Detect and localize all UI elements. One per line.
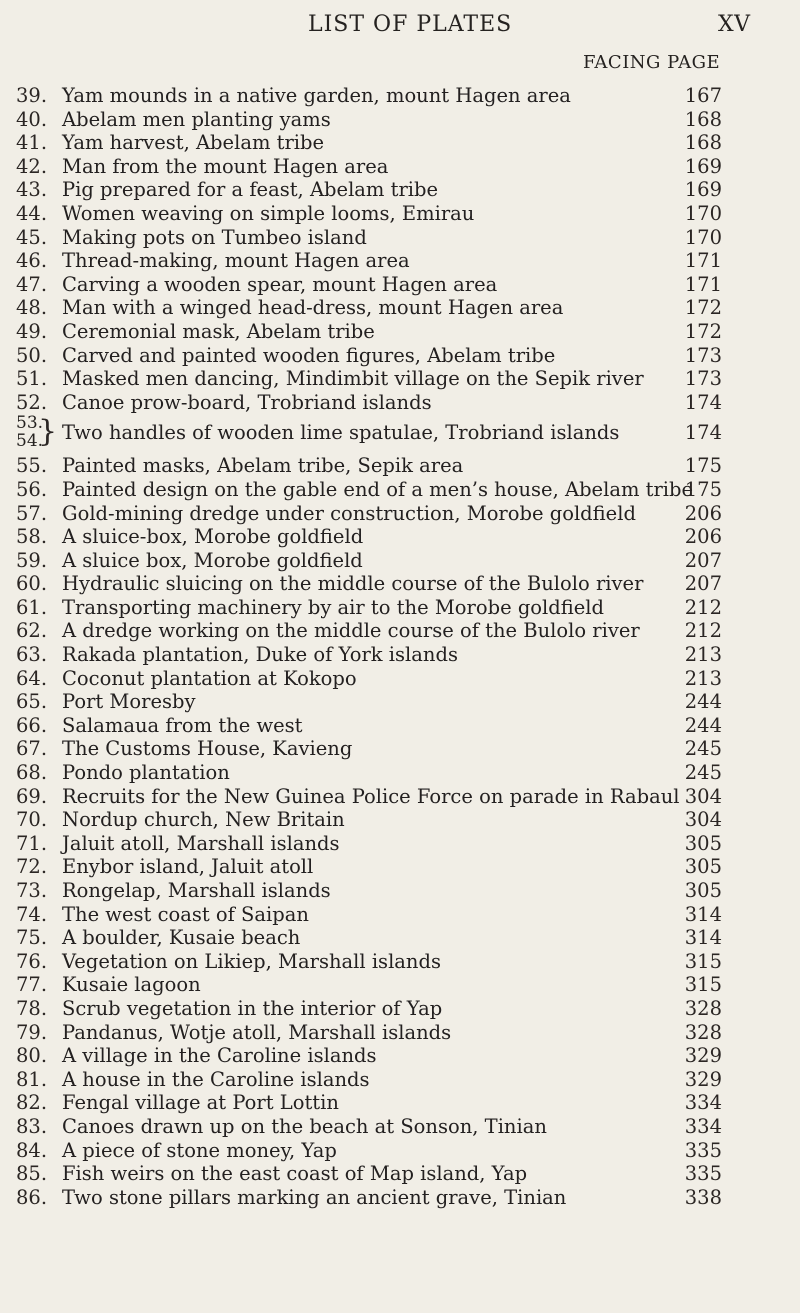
plate-title: Ceremonial mask, Abelam tribe bbox=[62, 319, 375, 343]
list-item bbox=[0, 643, 800, 667]
plate-title: Fish weirs on the east coast of Map island, Yap bbox=[62, 1162, 528, 1186]
list-item bbox=[0, 973, 800, 997]
facing-page-number: 171 bbox=[684, 249, 722, 273]
plate-title: Pig prepared for a feast, Abelam tribe bbox=[62, 178, 439, 202]
plate-title: Painted masks, Abelam tribe, Sepik area bbox=[62, 454, 464, 478]
facing-page-number: 206 bbox=[684, 501, 722, 525]
facing-page-number: 174 bbox=[684, 390, 722, 414]
facing-page-number: 315 bbox=[684, 949, 722, 973]
plate-title: Two handles of wooden lime spatulae, Trobriand islands bbox=[62, 421, 620, 445]
facing-page-number: 212 bbox=[684, 595, 722, 619]
list-item bbox=[0, 502, 800, 526]
plate-title: Rongelap, Marshall islands bbox=[62, 879, 331, 902]
facing-page-number: 329 bbox=[684, 1067, 722, 1091]
plate-title: Masked men dancing, Mindimbit village on the Sepik river bbox=[62, 367, 644, 391]
facing-page-number: 206 bbox=[684, 525, 722, 549]
list-item bbox=[0, 1021, 800, 1045]
list-item bbox=[0, 367, 800, 391]
plate-title: A boulder, Kusaie beach bbox=[62, 926, 301, 950]
list-item bbox=[0, 1139, 800, 1163]
facing-page-number: 329 bbox=[684, 1044, 722, 1068]
facing-page-number: 304 bbox=[684, 808, 722, 832]
facing-page-number: 335 bbox=[684, 1162, 722, 1186]
list-item bbox=[0, 226, 800, 250]
facing-page-number: 304 bbox=[684, 784, 722, 808]
facing-page-number: 213 bbox=[684, 666, 722, 690]
plate-title: Two stone pillars marking an ancient grave, Tinian bbox=[62, 1185, 567, 1209]
facing-page-number: 328 bbox=[684, 996, 722, 1020]
plate-number: 83. bbox=[16, 1114, 48, 1138]
plate-number: 50. bbox=[16, 343, 48, 367]
plate-title: Women weaving on simple looms, Emirau bbox=[62, 201, 475, 225]
list-item bbox=[0, 619, 800, 643]
plate-number: 60. bbox=[16, 572, 48, 596]
plate-number: 72. bbox=[16, 855, 48, 879]
facing-page-number: 245 bbox=[684, 761, 722, 785]
list-item bbox=[0, 1091, 800, 1115]
facing-page-number: 305 bbox=[684, 831, 722, 855]
plate-title: Pondo plantation bbox=[62, 761, 230, 785]
plate-number: 80. bbox=[16, 1044, 48, 1068]
plate-number: 82. bbox=[16, 1091, 48, 1115]
plate-title: Vegetation on Likiep, Marshall islands bbox=[62, 949, 441, 973]
list-item bbox=[0, 320, 800, 344]
plate-title: The west coast of Saipan bbox=[62, 902, 309, 926]
facing-page-number: 314 bbox=[684, 926, 722, 950]
plate-title: Pandanus, Wotje atoll, Marshall islands bbox=[62, 1020, 452, 1044]
list-item bbox=[0, 1186, 800, 1210]
plate-number: 86. bbox=[16, 1185, 48, 1209]
plate-number: 78. bbox=[16, 996, 48, 1020]
list-item bbox=[0, 131, 800, 155]
plate-number: 52. bbox=[16, 390, 48, 414]
facing-page-number: 171 bbox=[684, 272, 722, 296]
plate-title: Painted design on the gable end of a men’s house, Abelam tribe bbox=[62, 477, 694, 501]
facing-page-number: 244 bbox=[684, 713, 722, 737]
plate-title: Coconut plantation at Kokopo bbox=[62, 666, 357, 690]
plate-number: 59. bbox=[16, 548, 48, 572]
facing-page-number: 175 bbox=[684, 477, 722, 501]
plate-title: Carved and painted wooden figures, Abelam tribe bbox=[62, 343, 556, 367]
facing-page-number: 207 bbox=[684, 572, 722, 596]
plate-title: Making pots on Tumbeo island bbox=[62, 225, 367, 249]
plate-number: 49. bbox=[16, 319, 48, 343]
facing-page-number: 174 bbox=[684, 421, 722, 445]
plate-title: Rakada plantation, Duke of York islands bbox=[62, 643, 458, 667]
plate-title: Carving a wooden spear, mount Hagen area bbox=[62, 272, 498, 296]
plate-number: 58. bbox=[16, 525, 48, 549]
plate-number: 79. bbox=[16, 1020, 48, 1044]
list-item bbox=[0, 84, 800, 108]
list-item bbox=[0, 249, 800, 273]
plate-number: 43. bbox=[16, 178, 48, 202]
plate-title: Recruits for the New Guinea Police Force on parade in Rabaul bbox=[62, 784, 680, 808]
plate-title: Kusaie lagoon bbox=[62, 973, 201, 997]
list-item bbox=[0, 454, 800, 478]
running-title: LIST OF PLATES bbox=[308, 12, 513, 37]
plate-number: 71. bbox=[16, 831, 48, 855]
plates-list bbox=[0, 84, 800, 1209]
facing-page-number: 169 bbox=[684, 178, 722, 202]
plate-number: 40. bbox=[16, 107, 48, 131]
plate-title: A village in the Caroline islands bbox=[62, 1044, 377, 1068]
plate-title: Transporting machinery by air to the Morobe goldfield bbox=[62, 595, 605, 619]
plate-number: 45. bbox=[16, 225, 48, 249]
list-item bbox=[0, 525, 800, 549]
grouping-brace: } bbox=[38, 414, 58, 450]
list-item bbox=[0, 903, 800, 927]
plate-number: 54. bbox=[16, 431, 44, 452]
list-item bbox=[0, 155, 800, 179]
plate-title: Thread-making, mount Hagen area bbox=[62, 249, 410, 273]
plate-title: Man with a winged head-dress, mount Hagen area bbox=[62, 296, 564, 320]
list-item bbox=[0, 832, 800, 856]
list-item bbox=[0, 344, 800, 368]
plate-number: 85. bbox=[16, 1162, 48, 1186]
plate-title: Jaluit atoll, Marshall islands bbox=[62, 831, 340, 855]
plate-number: 56. bbox=[16, 477, 48, 501]
plate-title: Nordup church, New Britain bbox=[62, 808, 345, 832]
facing-page-number: 338 bbox=[684, 1185, 722, 1209]
plate-title: Yam mounds in a native garden, mount Hagen area bbox=[62, 84, 571, 107]
facing-page-number: 328 bbox=[684, 1020, 722, 1044]
plate-title: Port Moresby bbox=[62, 690, 196, 714]
plate-title: Scrub vegetation in the interior of Yap bbox=[62, 996, 443, 1020]
facing-page-number: 245 bbox=[684, 737, 722, 761]
plate-number: 48. bbox=[16, 296, 48, 320]
plate-title: A house in the Caroline islands bbox=[62, 1067, 370, 1091]
plate-title: Man from the mount Hagen area bbox=[62, 154, 389, 178]
facing-page-number: 168 bbox=[684, 131, 722, 155]
plate-title: Fengal village at Port Lottin bbox=[62, 1091, 339, 1115]
facing-page-number: 167 bbox=[684, 84, 722, 107]
facing-page-number: 305 bbox=[684, 855, 722, 879]
facing-page-number: 305 bbox=[684, 879, 722, 902]
list-item bbox=[0, 855, 800, 879]
list-item bbox=[0, 1162, 800, 1186]
facing-page-number: 244 bbox=[684, 690, 722, 714]
facing-page-number: 213 bbox=[684, 643, 722, 667]
plate-number: 64. bbox=[16, 666, 48, 690]
list-item bbox=[0, 808, 800, 832]
list-item bbox=[0, 879, 800, 903]
list-item bbox=[0, 737, 800, 761]
list-item bbox=[0, 785, 800, 809]
list-item bbox=[0, 296, 800, 320]
facing-page-number: 170 bbox=[684, 201, 722, 225]
plate-number: 84. bbox=[16, 1138, 48, 1162]
list-item bbox=[0, 1068, 800, 1092]
plate-number: 73. bbox=[16, 879, 48, 902]
facing-page-number: 169 bbox=[684, 154, 722, 178]
plate-title: Canoes drawn up on the beach at Sonson, Tinian bbox=[62, 1114, 547, 1138]
plate-number: 55. bbox=[16, 454, 48, 478]
plate-title: The Customs House, Kavieng bbox=[62, 737, 353, 761]
plate-number: 67. bbox=[16, 737, 48, 761]
plate-number: 70. bbox=[16, 808, 48, 832]
facing-page-number: 168 bbox=[684, 107, 722, 131]
plate-number: 75. bbox=[16, 926, 48, 950]
plate-number: 47. bbox=[16, 272, 48, 296]
list-item bbox=[0, 1044, 800, 1068]
list-item bbox=[0, 202, 800, 226]
list-item bbox=[0, 478, 800, 502]
plate-number: 65. bbox=[16, 690, 48, 714]
list-item bbox=[0, 950, 800, 974]
plate-title: A piece of stone money, Yap bbox=[62, 1138, 337, 1162]
facing-page-number: 170 bbox=[684, 225, 722, 249]
list-item bbox=[0, 549, 800, 573]
facing-page-column-label: FACING PAGE bbox=[583, 52, 721, 73]
plate-number: 66. bbox=[16, 713, 48, 737]
facing-page-number: 173 bbox=[684, 343, 722, 367]
plate-number: 41. bbox=[16, 131, 48, 155]
facing-page-number: 314 bbox=[684, 902, 722, 926]
facing-page-number: 212 bbox=[684, 619, 722, 643]
list-item bbox=[0, 414, 800, 454]
list-item bbox=[0, 997, 800, 1021]
list-item bbox=[0, 926, 800, 950]
page-number: XV bbox=[718, 12, 751, 37]
facing-page-number: 334 bbox=[684, 1091, 722, 1115]
list-item bbox=[0, 108, 800, 132]
plate-title: Hydraulic sluicing on the middle course of the Bulolo river bbox=[62, 572, 644, 596]
facing-page-number: 315 bbox=[684, 973, 722, 997]
plate-title: A sluice-box, Morobe goldfield bbox=[62, 525, 364, 549]
plate-number: 46. bbox=[16, 249, 48, 273]
page-header bbox=[0, 0, 800, 50]
plate-number: 53. bbox=[16, 413, 44, 434]
list-item bbox=[0, 596, 800, 620]
plate-number: 44. bbox=[16, 201, 48, 225]
plate-number: 74. bbox=[16, 902, 48, 926]
plate-title: Yam harvest, Abelam tribe bbox=[62, 131, 325, 155]
plate-title: Canoe prow-board, Trobriand islands bbox=[62, 390, 432, 414]
plate-title: A sluice box, Morobe goldfield bbox=[62, 548, 363, 572]
plate-number: 62. bbox=[16, 619, 48, 643]
plate-title: Gold-mining dredge under construction, Morobe goldfield bbox=[62, 501, 636, 525]
facing-page-number: 172 bbox=[684, 296, 722, 320]
plate-number: 69. bbox=[16, 784, 48, 808]
facing-page-number: 173 bbox=[684, 367, 722, 391]
plate-title: Enybor island, Jaluit atoll bbox=[62, 855, 314, 879]
list-item bbox=[0, 178, 800, 202]
list-item bbox=[0, 273, 800, 297]
facing-page-number: 175 bbox=[684, 454, 722, 478]
list-item bbox=[0, 690, 800, 714]
plate-title: A dredge working on the middle course of the Bulolo river bbox=[62, 619, 640, 643]
plate-title: Salamaua from the west bbox=[62, 713, 303, 737]
plate-number: 77. bbox=[16, 973, 48, 997]
list-item bbox=[0, 714, 800, 738]
plate-number: 63. bbox=[16, 643, 48, 667]
plate-number: 76. bbox=[16, 949, 48, 973]
plate-number: 39. bbox=[16, 84, 48, 107]
list-item bbox=[0, 761, 800, 785]
list-item bbox=[0, 667, 800, 691]
list-item bbox=[0, 572, 800, 596]
plate-number: 68. bbox=[16, 761, 48, 785]
list-item bbox=[0, 391, 800, 415]
list-item bbox=[0, 1115, 800, 1139]
plate-number: 42. bbox=[16, 154, 48, 178]
plate-number: 81. bbox=[16, 1067, 48, 1091]
plate-number: 61. bbox=[16, 595, 48, 619]
plate-title: Abelam men planting yams bbox=[62, 107, 331, 131]
facing-page-number: 335 bbox=[684, 1138, 722, 1162]
facing-page-number: 207 bbox=[684, 548, 722, 572]
facing-page-number: 334 bbox=[684, 1114, 722, 1138]
plate-number: 51. bbox=[16, 367, 48, 391]
facing-page-number: 172 bbox=[684, 319, 722, 343]
plate-number: 57. bbox=[16, 501, 48, 525]
